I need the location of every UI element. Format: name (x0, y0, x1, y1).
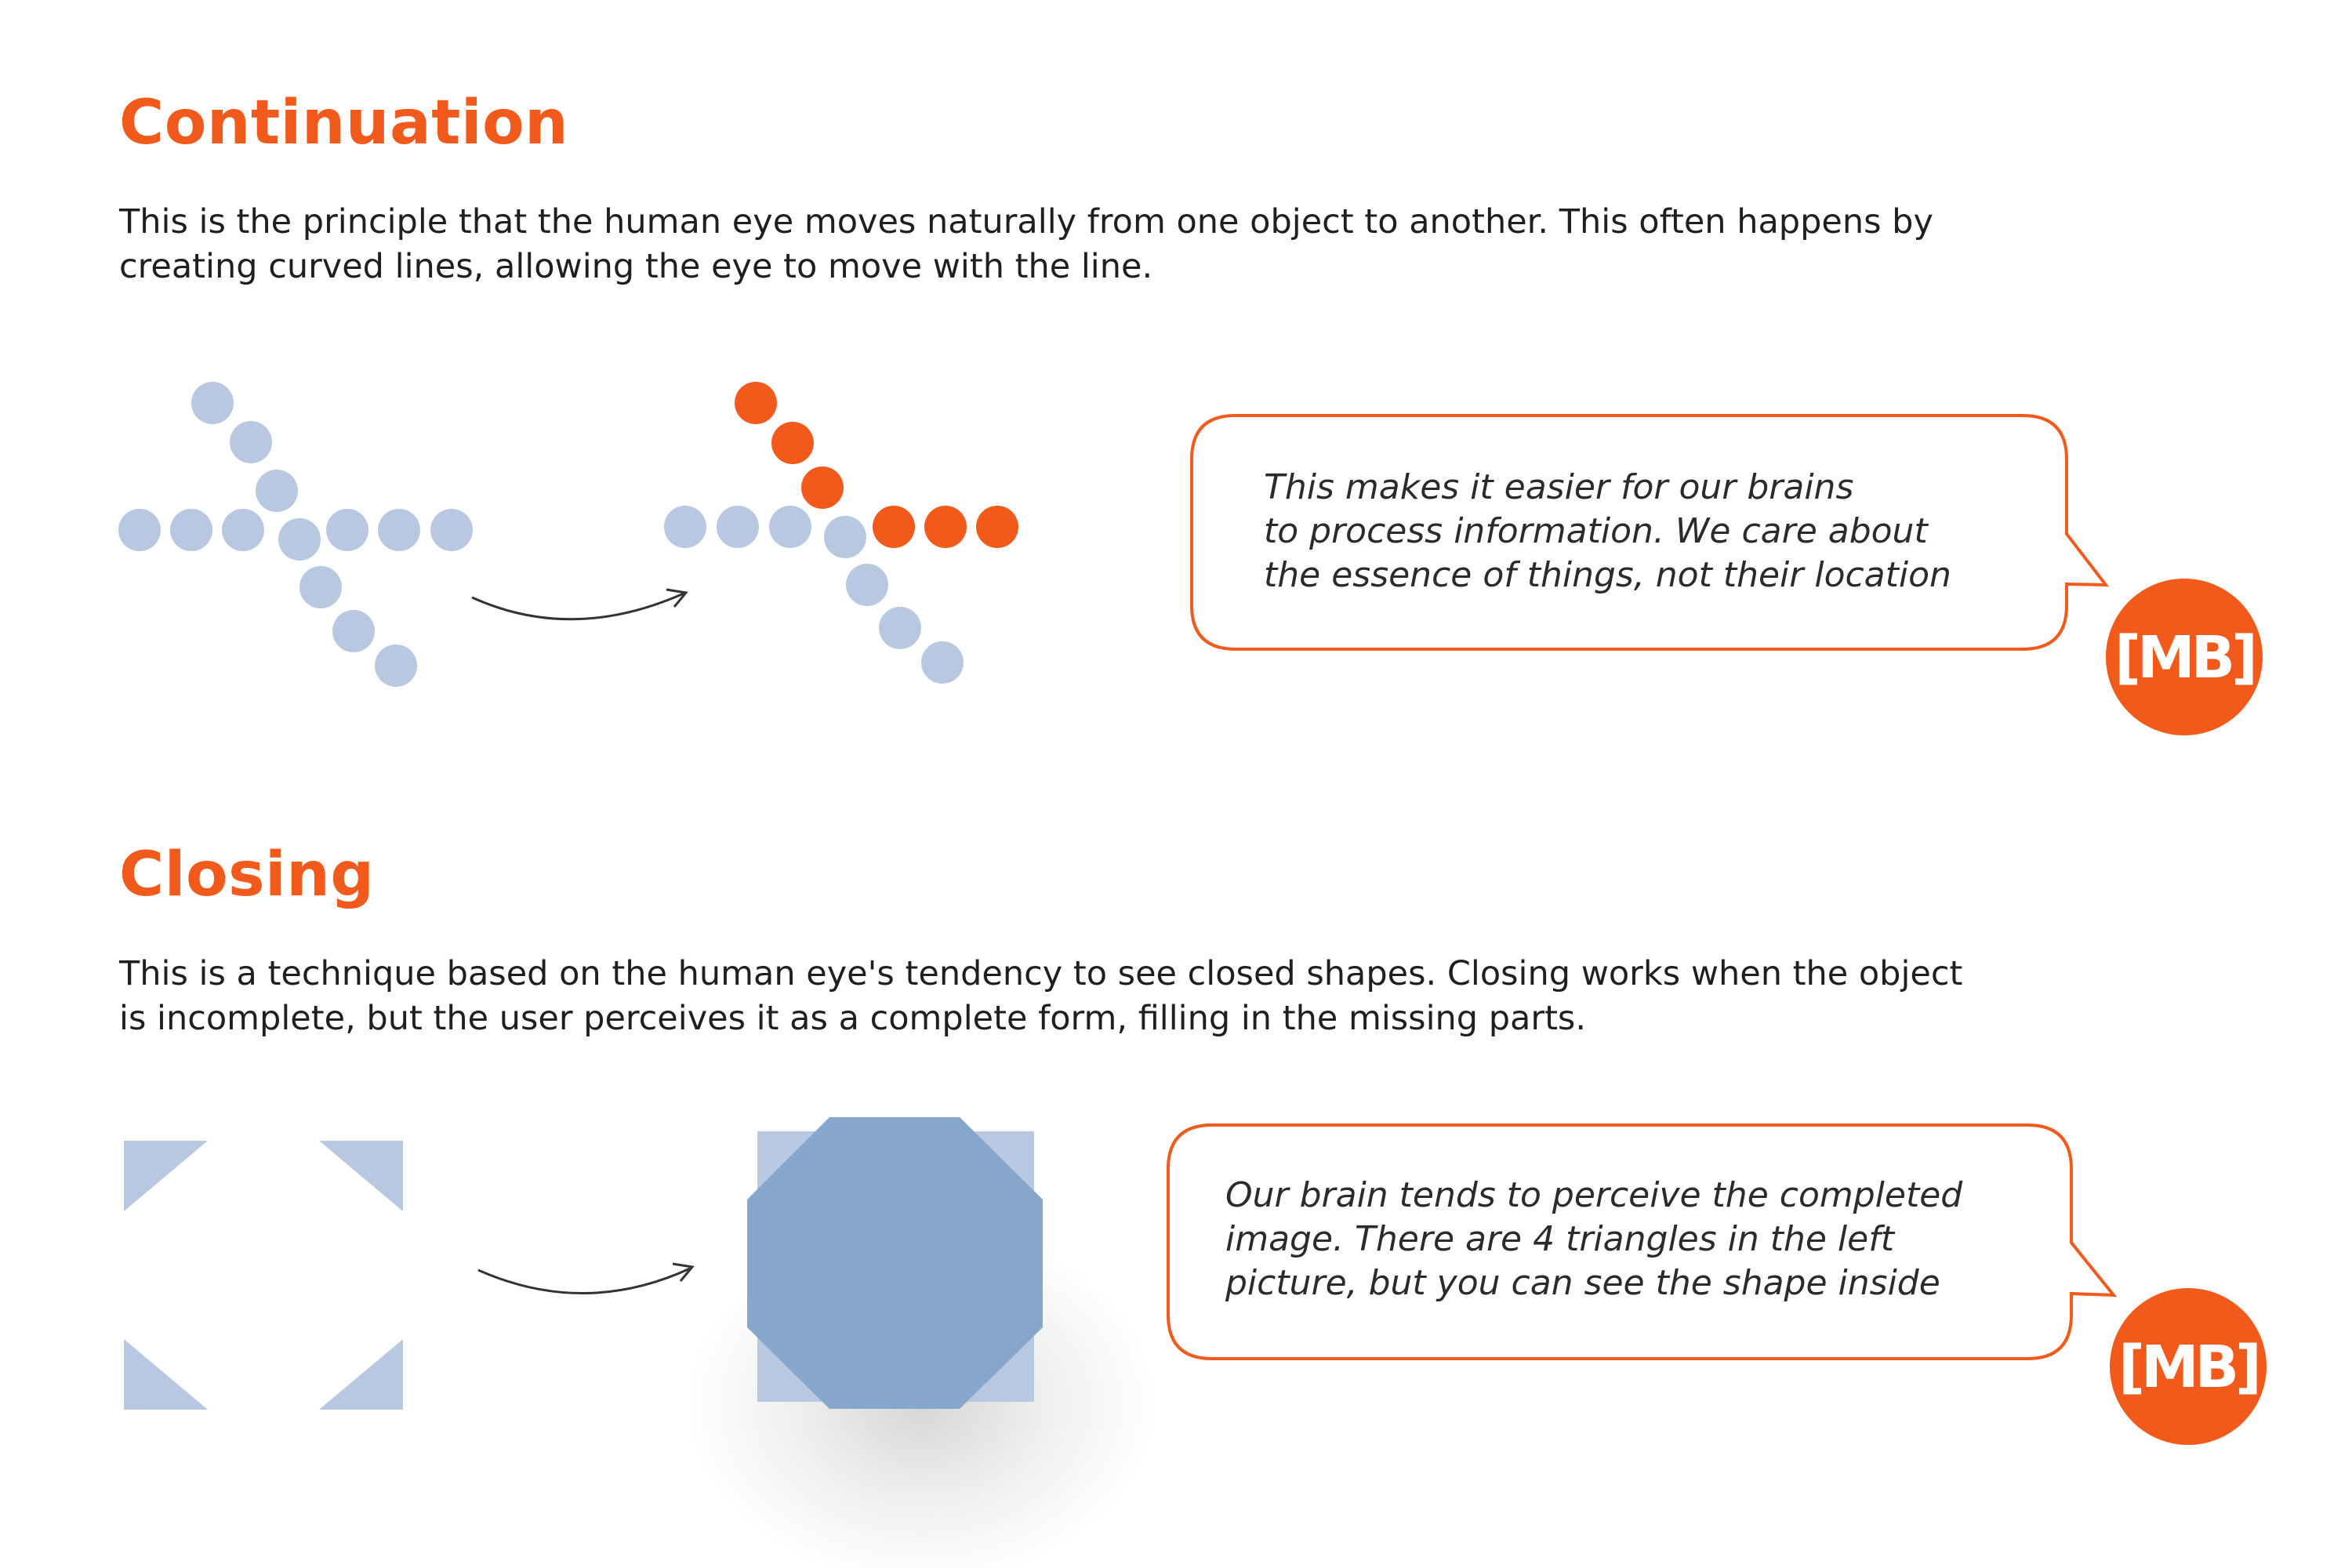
triangle-bottom-left (124, 1339, 208, 1410)
closing-arrow (478, 1269, 690, 1294)
continuation-bubble-line-1: This makes it easier for our brains (1264, 467, 1854, 507)
closing-bubble-line-3: picture, but you can see the shape inside (1225, 1263, 1940, 1303)
continuation-description-line-1: This is the principle that the human eye moves naturally from one object to another. This often happens by (119, 202, 1933, 241)
closing-triangles (124, 1141, 403, 1410)
closing-bubble-line-2: image. There are 4 triangles in the left (1225, 1219, 1894, 1259)
triangle-bottom-right (319, 1339, 403, 1410)
closing-title: Closing (119, 840, 375, 910)
closing-octagon (747, 1117, 1043, 1409)
closing-logo-badge (2110, 1288, 2267, 1445)
continuation-title: Continuation (119, 88, 569, 158)
logo-text: [MB] (2118, 1334, 2258, 1401)
closing-bubble-text (1225, 1174, 2056, 1305)
closing-description-line-2: is incomplete, but the user perceives it as a complete form, filling in the missing parts. (119, 999, 1587, 1038)
closing-bubble-line-1: Our brain tends to perceive the completed (1225, 1175, 1963, 1215)
logo-text: [MB] (2114, 624, 2254, 691)
continuation-bubble-line-3: the essence of things, not their location (1264, 555, 1951, 595)
continuation-description-line-2: creating curved lines, allowing the eye to move with the line. (119, 247, 1153, 286)
triangle-top-right (319, 1141, 403, 1211)
continuation-bubble-line-2: to process information. We care about (1264, 511, 1928, 551)
triangle-top-left (124, 1141, 208, 1211)
closing-description-line-1: This is a technique based on the human eye's tendency to see closed shapes. Closing works when the object (119, 954, 1963, 993)
